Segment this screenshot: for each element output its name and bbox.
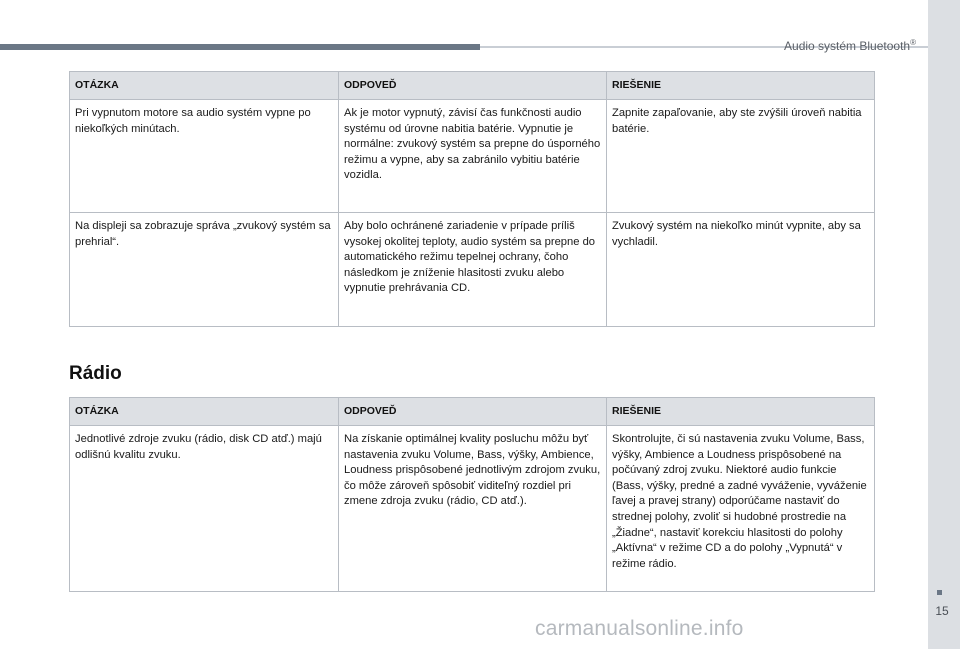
header-title-text: Audio systém Bluetooth bbox=[784, 39, 911, 53]
column-header-question: OTÁZKA bbox=[70, 72, 339, 100]
question-cell: Na displeji sa zobrazuje správa „zvukový systém sa prehrial“. bbox=[70, 213, 339, 327]
answer-cell: Ak je motor vypnutý, závisí čas funkčnosti audio systému od úrovne nabitia batérie. Vypnutie je normálne: zvukový systém sa prepne do úsporného režimu a vypne, aby sa zabránilo vybitiu batérie vozidla. bbox=[339, 100, 607, 213]
table-row bbox=[70, 213, 875, 327]
table-header-row bbox=[70, 72, 875, 100]
column-header-question: OTÁZKA bbox=[70, 398, 339, 426]
column-header-answer: ODPOVEĎ bbox=[339, 72, 607, 100]
page-header-title bbox=[784, 38, 916, 53]
header-accent-bar bbox=[0, 44, 480, 50]
section-title-radio: Rádio bbox=[69, 363, 122, 384]
watermark-text: carmanualsonline.info bbox=[535, 617, 744, 640]
side-margin-strip bbox=[928, 0, 960, 649]
table-row bbox=[70, 100, 875, 213]
registered-mark: ® bbox=[910, 38, 916, 47]
answer-cell: Na získanie optimálnej kvality posluchu môžu byť nastavenia zvuku Volume, Bass, výšky, Ambience, Loudness prispôsobené jednotlivým zdrojom zvuku, čo môže zároveň spôsobiť viditeľný rozdiel pri zmene zdroja zvuku (rádio, CD atď.). bbox=[339, 426, 607, 592]
column-header-answer: ODPOVEĎ bbox=[339, 398, 607, 426]
faq-table-audio bbox=[69, 71, 875, 327]
solution-cell: Zvukový systém na niekoľko minút vypnite, aby sa vychladil. bbox=[607, 213, 875, 327]
table-header-row bbox=[70, 398, 875, 426]
solution-cell: Skontrolujte, či sú nastavenia zvuku Volume, Bass, výšky, Ambience a Loudness prispôsobené na počúvaný zdroj zvuku. Niektoré audio funkcie (Bass, výšky, predné a zadné vyváženie, vyváženie ľavej a pravej strany) odporúčame nastaviť do strednej polohy, zvoliť si hudobné prostredie na „Žiadne“, nastaviť korekciu hlasitosti do polohy „Aktívna“ v režime CD a do polohy „Vypnutá“ v režime rádio. bbox=[607, 426, 875, 592]
page-number: 15 bbox=[935, 604, 949, 618]
page-marker-icon bbox=[937, 590, 942, 595]
answer-cell: Aby bolo ochránené zariadenie v prípade príliš vysokej okolitej teploty, audio systém sa prepne do automatického režimu tepelnej ochrany, čoho následkom je zníženie hlasitosti zvuku alebo vypnutie prehrávania CD. bbox=[339, 213, 607, 327]
table-row bbox=[70, 426, 875, 592]
column-header-solution: RIEŠENIE bbox=[607, 72, 875, 100]
question-cell: Jednotlivé zdroje zvuku (rádio, disk CD atď.) majú odlišnú kvalitu zvuku. bbox=[70, 426, 339, 592]
column-header-solution: RIEŠENIE bbox=[607, 398, 875, 426]
solution-cell: Zapnite zapaľovanie, aby ste zvýšili úroveň nabitia batérie. bbox=[607, 100, 875, 213]
faq-table-radio bbox=[69, 397, 875, 592]
question-cell: Pri vypnutom motore sa audio systém vypne po niekoľkých minútach. bbox=[70, 100, 339, 213]
